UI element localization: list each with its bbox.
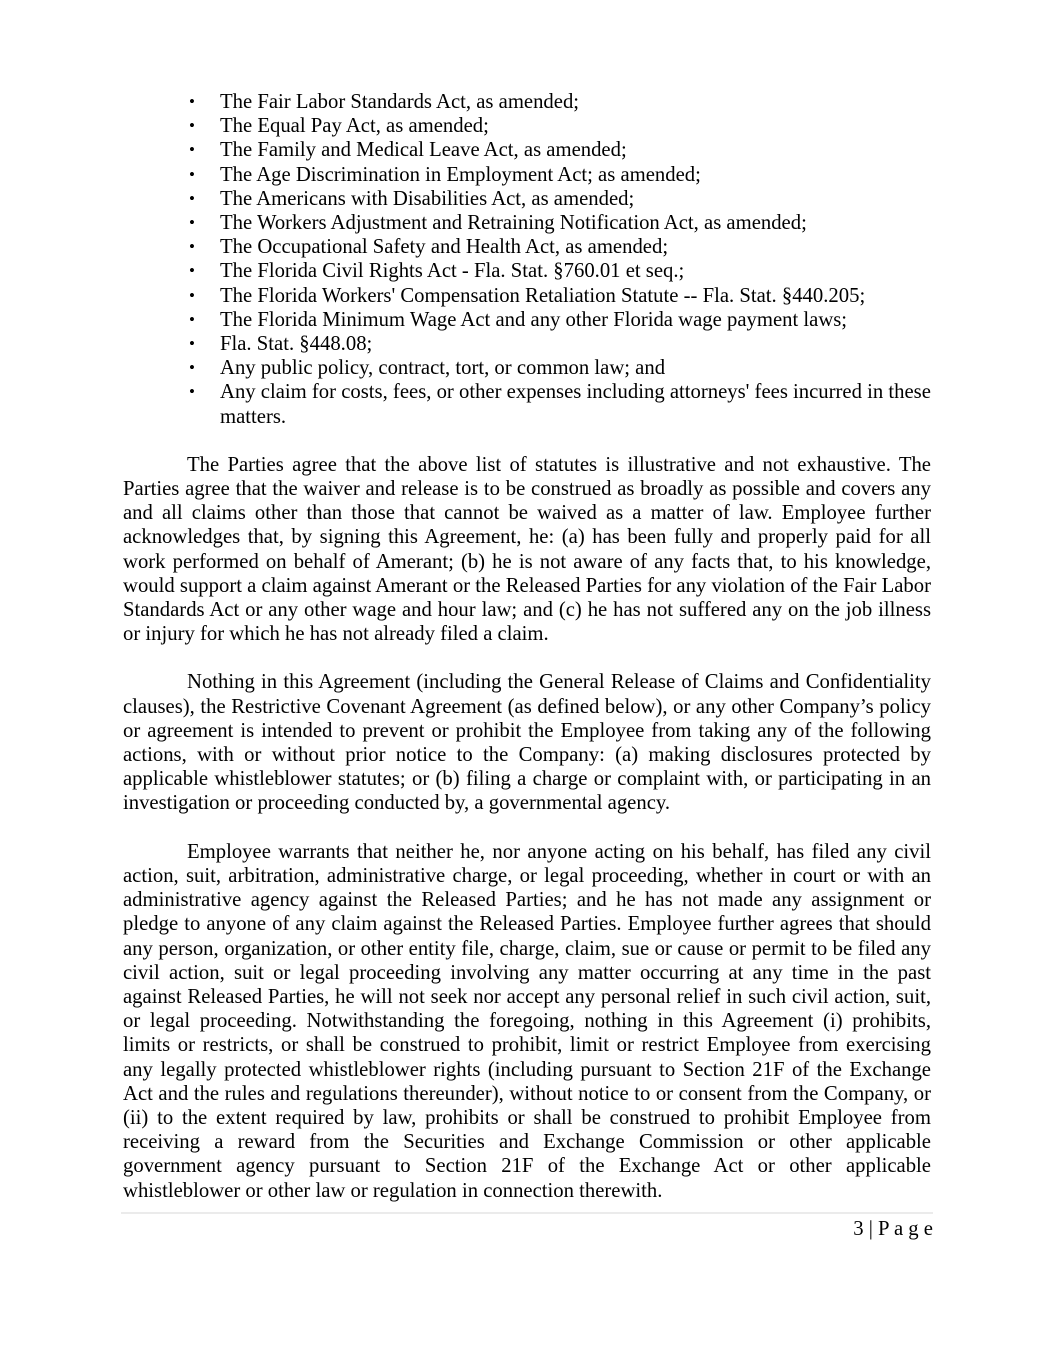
bullet-icon: • — [189, 285, 195, 305]
bullet-icon: • — [189, 92, 195, 111]
list-item-text: The Florida Minimum Wage Act and any other Florida wage payment laws; — [220, 308, 848, 331]
document-body — [123, 90, 931, 1203]
paragraph-employee-warranty: Employee warrants that neither he, nor anyone acting on his behalf, has filed any civil action, suit, arbitration, administrative charge, or legal proceeding, whether in court or with an administrative agency against the Released Parties; and he has not made any assignment or pledge to anyone of any claim against the Released Parties. Employee further agrees that should any person, organization, or other entity file, charge, claim, sue or cause or permit to be filed any civil action, suit or legal proceeding involving any matter occurring at any time in the past against Released Parties, he will not seek nor accept any personal relief in such civil action, suit, or legal proceeding. Notwithstanding the foregoing, nothing in this Agreement (i) prohibits, limits or restricts, or shall be construed to prohibit, limit or restrict Employee from exercising any legally protected whistleblower rights (including pursuant to Section 21F of the Exchange Act and the rules and regulations thereunder), without notice to or consent from the Company, or (ii) to the extent required by law, prohibits or shall be construed to prohibit Employee from receiving a reward from the Securities and Exchange Commission or other applicable government agency pursuant to Section 21F of the Exchange Act or other applicable whistleblower or other law or regulation in connection therewith. — [123, 840, 931, 1202]
list-item-text: Fla. Stat. §448.08; — [220, 333, 373, 356]
bullet-icon: • — [189, 261, 195, 281]
list-item — [189, 380, 931, 428]
list-item-text: The Family and Medical Leave Act, as amended; — [220, 139, 627, 162]
list-item — [189, 235, 931, 259]
bullet-icon: • — [189, 358, 195, 378]
list-item — [189, 259, 931, 283]
list-item-text: Any claim for costs, fees, or other expenses including attorneys' fees incurred in these matters. — [220, 381, 931, 428]
bullet-icon: • — [189, 116, 195, 136]
bullet-icon: • — [189, 382, 195, 402]
list-item-text: The Americans with Disabilities Act, as amended; — [220, 187, 635, 210]
list-item — [189, 356, 931, 380]
list-item-text: The Florida Civil Rights Act - Fla. Stat. §760.01 et seq.; — [220, 260, 685, 283]
page-footer — [121, 1212, 933, 1241]
list-item — [189, 332, 931, 356]
list-item — [189, 284, 931, 308]
list-item — [189, 114, 931, 138]
list-item — [189, 90, 931, 114]
bullet-icon: • — [189, 334, 195, 354]
list-item-text: The Workers Adjustment and Retraining Notification Act, as amended; — [220, 212, 807, 235]
list-item — [189, 187, 931, 211]
list-item-text: The Occupational Safety and Health Act, as amended; — [220, 236, 669, 259]
bullet-icon: • — [189, 164, 195, 184]
list-item — [189, 211, 931, 235]
bullet-icon: • — [189, 140, 195, 160]
bullet-icon: • — [189, 309, 195, 329]
list-item-text: The Florida Workers' Compensation Retaliation Statute -- Fla. Stat. §440.205; — [220, 284, 866, 307]
list-item-text: The Age Discrimination in Employment Act; as amended; — [220, 163, 701, 186]
bullet-icon: • — [189, 237, 195, 257]
page-number: 3 | P a g e — [853, 1218, 933, 1240]
list-item — [189, 138, 931, 162]
paragraph-release-scope: The Parties agree that the above list of statutes is illustrative and not exhaustive. The Parties agree that the waiver and release is to be construed as broadly as possible and covers any and all claims other than those that cannot be waived as a matter of law. Employee further acknowledges that, by signing this Agreement, he: (a) has been fully and properly paid for all work performed on behalf of Amerant; (b) he is not aware of any facts that, to his knowledge, would support a claim against Amerant or the Released Parties for any violation of the Fair Labor Standards Act or any other wage and hour law; and (c) he has not suffered any on the job illness or injury for which he has not already filed a claim. — [123, 453, 931, 646]
bullet-icon: • — [189, 213, 195, 233]
paragraph-whistleblower-carveout: Nothing in this Agreement (including the General Release of Claims and Confidentiality clauses), the Restrictive Covenant Agreement (as defined below), or any other Company’s policy or agreement is intended to prevent or prohibit the Employee from taking any of the following actions, with or without prior notice to the Company: (a) making disclosures protected by applicable whistleblower statutes; or (b) filing a charge or complaint with, or participating in an investigation or proceeding conducted by, a governmental agency. — [123, 671, 931, 815]
bullet-icon: • — [189, 188, 195, 208]
list-item-text: The Equal Pay Act, as amended; — [220, 115, 489, 138]
list-item-text: Any public policy, contract, tort, or common law; and — [220, 357, 666, 380]
statute-list — [189, 90, 931, 429]
list-item-text: The Fair Labor Standards Act, as amended; — [220, 91, 580, 113]
list-item — [189, 308, 931, 332]
list-item — [189, 163, 931, 187]
